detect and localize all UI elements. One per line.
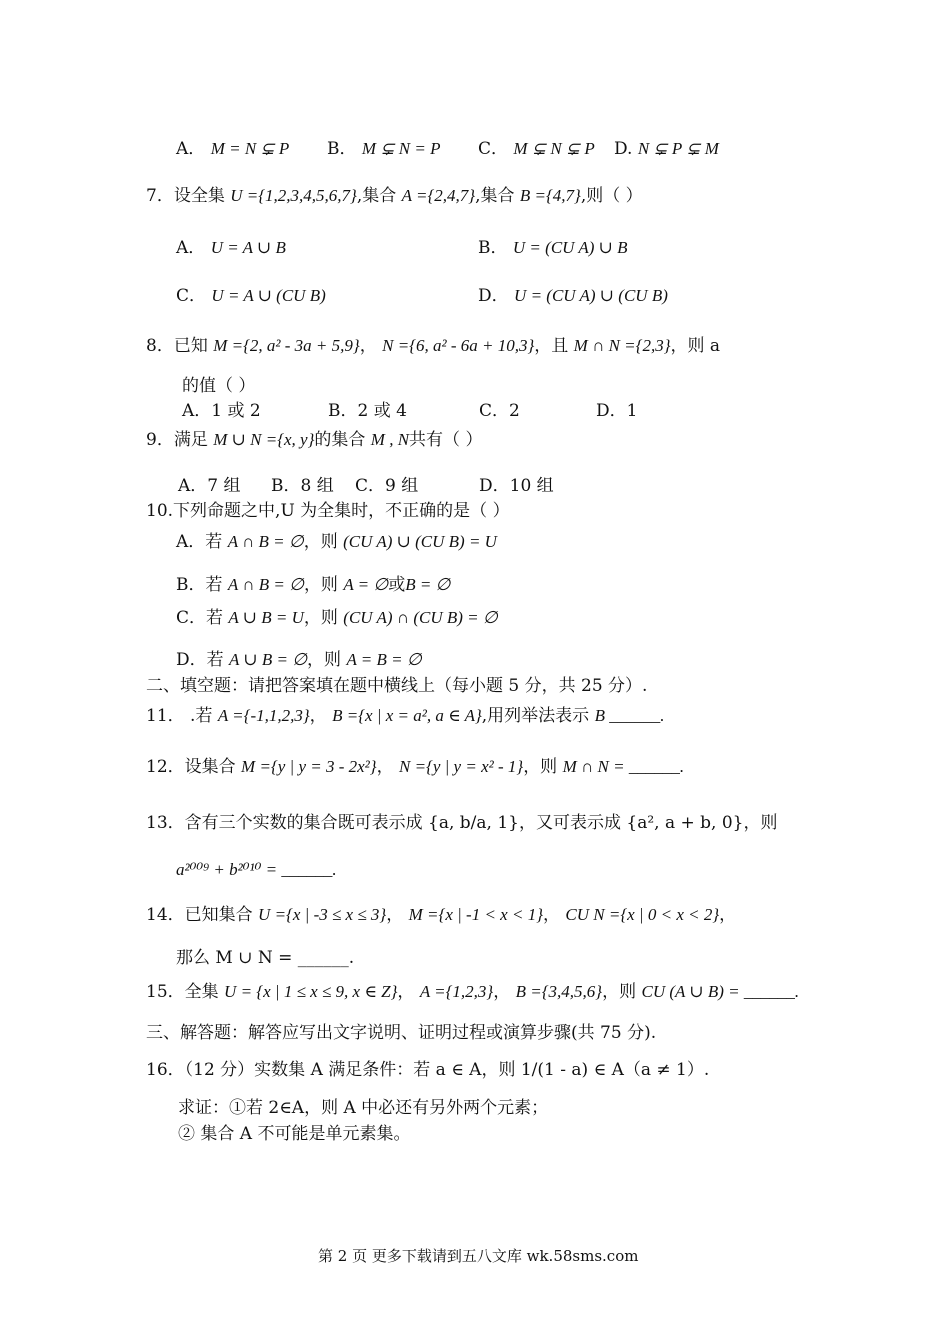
q15-b-def: B ={3,4,5,6} [515, 982, 603, 1001]
q6-b-label: B． [327, 139, 357, 159]
q15-u-def: U = {x | 1 ≤ x ≤ 9, x ∈ Z} [224, 982, 398, 1001]
q12-prefix: 12．设集合 [146, 757, 236, 777]
q10-c-label: C．若 [176, 608, 224, 628]
q10-b-label: B．若 [176, 575, 223, 595]
q10-option-a [176, 530, 497, 554]
q8-option-d: D．1 [596, 401, 638, 421]
q9-prefix: 9．满足 [146, 430, 208, 450]
q7-option-a [176, 236, 286, 260]
q15-prefix: 15．全集 [146, 982, 219, 1002]
q6-a-label: A． [176, 139, 206, 159]
q7-a-label: A． [176, 238, 206, 258]
q14-sep3: ， [719, 905, 737, 925]
q14-sep1: ， [386, 905, 404, 925]
q14-line2: 那么 M ∪ N = ______. [176, 948, 355, 968]
q10-c-cond: A ∪ B = U [228, 608, 304, 627]
q7-mid2: ,集合 [475, 186, 515, 206]
q8-sep1: ， [359, 336, 377, 356]
q11-a-def: A ={-1,1,2,3} [217, 706, 310, 725]
section2-heading: 二、填空题：请把答案填在题中横线上（每小题 5 分，共 25 分）. [146, 676, 648, 696]
q6-b-expr: M ⊊ N = P [361, 139, 441, 158]
q7-mid1: ,集合 [356, 186, 397, 206]
q10-option-d [176, 648, 422, 672]
q15-a-def: A ={1,2,3} [419, 982, 494, 1001]
q10-d-then: ，则 [307, 650, 342, 670]
q10-option-c [176, 606, 498, 630]
q6-d-expr: N ⊊ P ⊊ M [637, 139, 719, 158]
q10-d-label: D．若 [176, 650, 224, 670]
q7-a-def: A ={2,4,7} [401, 186, 476, 205]
q7-b-label: B． [478, 238, 508, 258]
q10-d-res: A = B = ∅ [346, 650, 422, 669]
q7-stem [146, 184, 643, 208]
q8-option-a: A．1 或 2 [182, 401, 261, 421]
q7-option-d [478, 284, 668, 308]
q9-suffix: 共有（ ） [409, 430, 483, 450]
q6-option-a [176, 137, 289, 161]
q14-u-def: U ={x | -3 ≤ x ≤ 3} [258, 905, 387, 924]
q14-sep2: ， [543, 905, 560, 925]
q15-sep1: ， [397, 982, 415, 1002]
q9-mid: 的集合 [314, 430, 366, 450]
q14-cn-def: CU N ={x | 0 < x < 2} [565, 905, 720, 924]
q8-stem [146, 334, 720, 358]
q7-u-def: U ={1,2,3,4,5,6,7} [230, 186, 357, 205]
q8-option-b: B．2 或 4 [328, 401, 407, 421]
q8-option-c: C．2 [479, 401, 520, 421]
q9-option-c: C．9 组 [355, 476, 419, 496]
q15-sep2: ， [493, 982, 511, 1002]
q6-c-expr: M ⊊ N ⊊ P [513, 139, 595, 158]
q7-d-label: D． [478, 286, 509, 306]
q8-m-def: M ={2, a² - 3a + 5,9} [213, 336, 360, 355]
q11-target: B ______. [594, 706, 665, 725]
q6-c-label: C． [478, 139, 509, 159]
q15-stem [146, 980, 799, 1004]
q14-stem [146, 903, 736, 927]
q9-stem [146, 428, 482, 452]
q12-sep: ， [376, 757, 394, 777]
q10-a-cond: A ∩ B = ∅ [227, 532, 304, 551]
q13-line1: 13．含有三个实数的集合既可表示成 {a, b/a, 1}，又可表示成 {a², a + b, 0}，则 [146, 813, 778, 833]
q9-option-b: B．8 组 [271, 476, 334, 496]
page-footer: 第 2 页 更多下载请到五八文库 wk.58sms.com [318, 1247, 639, 1265]
q10-d-cond: A ∪ B = ∅ [229, 650, 308, 669]
q11-b-def: B ={x | x = a², a ∈ A} [332, 706, 482, 725]
q7-suffix: ,则（ ） [580, 186, 643, 206]
q11-prefix: 11． .若 [146, 706, 213, 726]
q10-b-res1: A = ∅ [343, 575, 389, 594]
q8-prefix: 8．已知 [146, 336, 208, 356]
q9-cond: M ∪ N ={x, y} [213, 430, 315, 449]
q6-d-label: D. [614, 139, 633, 159]
q10-c-then: ，则 [303, 608, 338, 628]
q16-line1: 16．（12 分）实数集 A 满足条件：若 a ∈ A，则 1/(1 - a) ∈ A（a ≠ 1）. [146, 1060, 710, 1080]
q14-m-def: M ={x | -1 < x < 1} [408, 905, 543, 924]
q15-target: CU (A ∪ B) = ______. [641, 982, 800, 1001]
q6-option-d [614, 137, 719, 161]
q12-target: M ∩ N = ______. [562, 757, 685, 776]
q11-mid: ,用列举法表示 [481, 706, 590, 726]
q12-mid: ，则 [523, 757, 558, 777]
section3-heading: 三、解答题：解答应写出文字说明、证明过程或演算步骤(共 75 分). [146, 1023, 657, 1043]
q10-b-or: 或 [388, 575, 406, 595]
q15-mid: ，则 [602, 982, 637, 1002]
q16-proof2: ② 集合 A 不可能是单元素集。 [178, 1124, 411, 1144]
q9-option-a: A．7 组 [178, 476, 241, 496]
q9-sets: M , N [370, 430, 410, 449]
q7-d-expr: U = (CU A) ∪ (CU B) [514, 286, 668, 305]
q10-b-res2: B = ∅ [405, 575, 451, 594]
q16-proof1: 求证：①若 2∈A，则 A 中必还有另外两个元素； [178, 1098, 549, 1118]
q11-sep: ， [309, 706, 327, 726]
q6-a-expr: M = N ⊊ P [210, 139, 290, 158]
q10-a-then: ，则 [303, 532, 338, 552]
q10-option-b [176, 573, 450, 597]
q7-b-expr: U = (CU A) ∪ B [512, 238, 628, 257]
q8-inter: M ∩ N ={2,3} [573, 336, 671, 355]
q10-a-label: A．若 [176, 532, 223, 552]
q11-stem [146, 704, 664, 728]
q8-suffix: ，则 a [670, 336, 721, 356]
q8-n-def: N ={6, a² - 6a + 10,3} [382, 336, 535, 355]
q10-c-res: (CU A) ∩ (CU B) = ∅ [343, 608, 498, 627]
q7-option-c [176, 284, 326, 308]
q12-stem [146, 755, 684, 779]
q10-b-cond: A ∩ B = ∅ [227, 575, 304, 594]
q6-option-c [478, 137, 595, 161]
q7-prefix: 7．设全集 [146, 186, 225, 206]
q7-c-expr: U = A ∪ (CU B) [211, 286, 326, 305]
q8-sep2: ，且 [534, 336, 569, 356]
q12-m-def: M ={y | y = 3 - 2x²} [241, 757, 377, 776]
q12-n-def: N ={y | y = x² - 1} [398, 757, 524, 776]
q9-option-d: D．10 组 [479, 476, 554, 496]
q6-option-b [327, 137, 441, 161]
q7-c-label: C． [176, 286, 207, 306]
q8-line2: 的值（ ） [182, 376, 256, 396]
q10-stem: 10.下列命题之中,U 为全集时，不正确的是（ ） [146, 501, 510, 521]
q14-prefix: 14．已知集合 [146, 905, 253, 925]
q10-a-res: (CU A) ∪ (CU B) = U [343, 532, 497, 551]
q7-a-expr: U = A ∪ B [210, 238, 286, 257]
q13-line2: a²⁰⁰⁹ + b²⁰¹⁰ = ______. [176, 860, 337, 879]
q7-b-def: B ={4,7} [519, 186, 581, 205]
q7-option-b [478, 236, 628, 260]
q10-b-then: ，则 [303, 575, 338, 595]
